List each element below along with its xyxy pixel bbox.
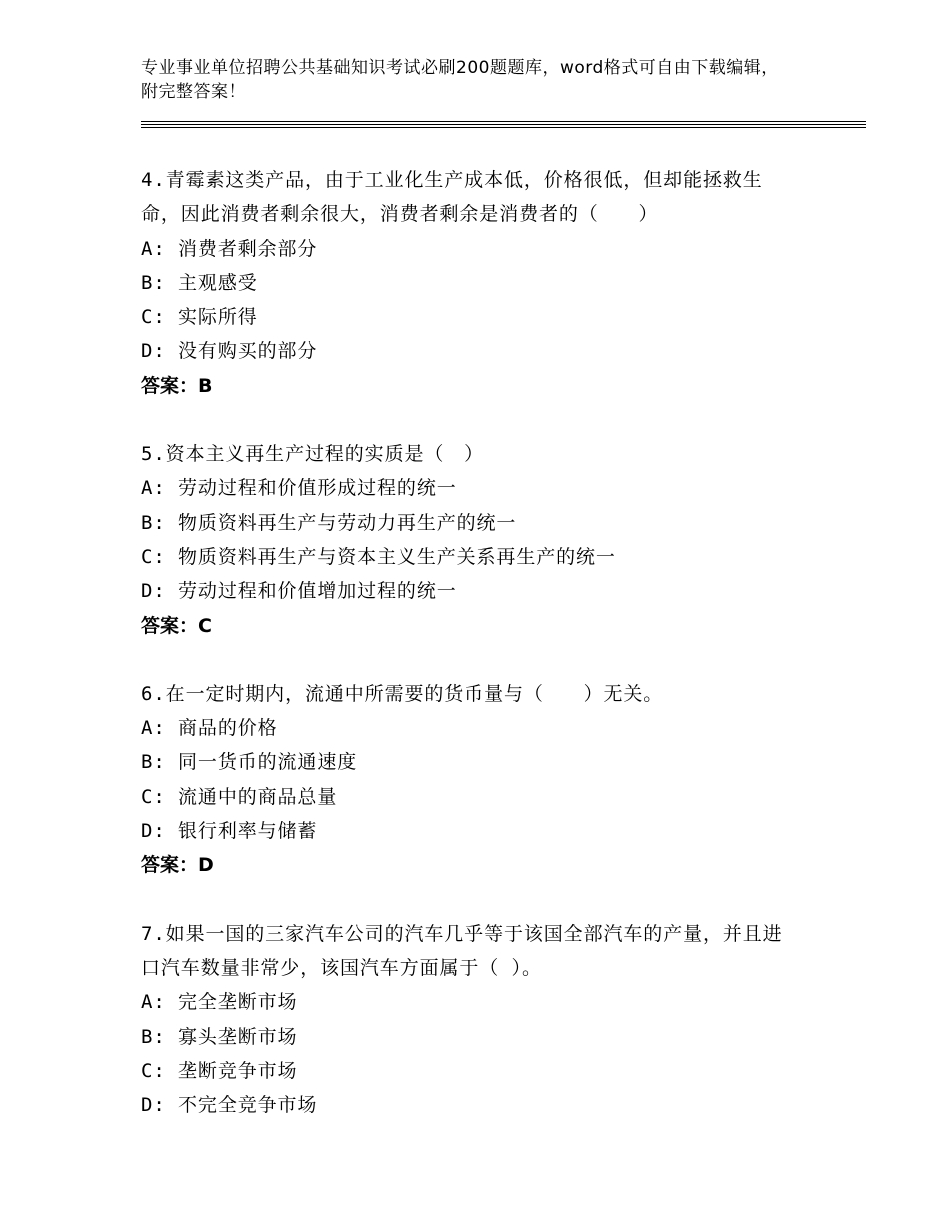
option-c: C: 垄断竞争市场 [141,1059,298,1082]
option-b: B: 同一货币的流通速度 [141,751,358,774]
question-text: 5.资本主义再生产过程的实质是（ ） [141,443,485,466]
answer-label: 答案：B [141,374,213,397]
question-6 [141,677,801,883]
option-d: D: 银行利率与储蓄 [141,820,318,843]
question-5 [141,437,801,643]
option-b: B: 物质资料再生产与劳动力再生产的统一 [141,511,517,534]
header-rule-top [141,121,866,122]
question-text: 7.如果一国的三家汽车公司的汽车几乎等于该国全部汽车的产量，并且进口汽车数量非常少，该国汽车方面属于（ ）。 [141,922,783,979]
answer-label: 答案：D [141,854,214,877]
option-c: C: 物质资料再生产与资本主义生产关系再生产的统一 [141,545,616,568]
question-4 [141,163,801,403]
question-7 [141,917,801,1123]
option-d: D: 没有购买的部分 [141,340,318,363]
question-text: 4.青霉素这类产品，由于工业化生产成本低，价格很低，但却能拯救生命，因此消费者剩余很大，消费者剩余是消费者的（ ） [141,169,763,226]
option-a: A: 劳动过程和价值形成过程的统一 [141,477,457,500]
answer-label: 答案：C [141,614,212,637]
question-text: 6.在一定时期内，流通中所需要的货币量与（ ）无关。 [141,682,664,705]
header-rule-bottom [141,127,866,128]
document-header: 专业事业单位招聘公共基础知识考试必刷200题题库，word格式可自由下载编辑，附完整答案！ [141,58,779,102]
header-rule-middle [141,124,866,125]
option-c: C: 实际所得 [141,306,258,329]
option-a: A: 完全垄断市场 [141,991,298,1014]
option-a: A: 商品的价格 [141,717,278,740]
option-a: A: 消费者剩余部分 [141,237,318,260]
option-d: D: 劳动过程和价值增加过程的统一 [141,580,457,603]
option-b: B: 寡头垄断市场 [141,1025,298,1048]
question-list [141,163,801,1156]
option-d: D: 不完全竞争市场 [141,1094,318,1117]
option-c: C: 流通中的商品总量 [141,785,338,808]
option-b: B: 主观感受 [141,271,258,294]
